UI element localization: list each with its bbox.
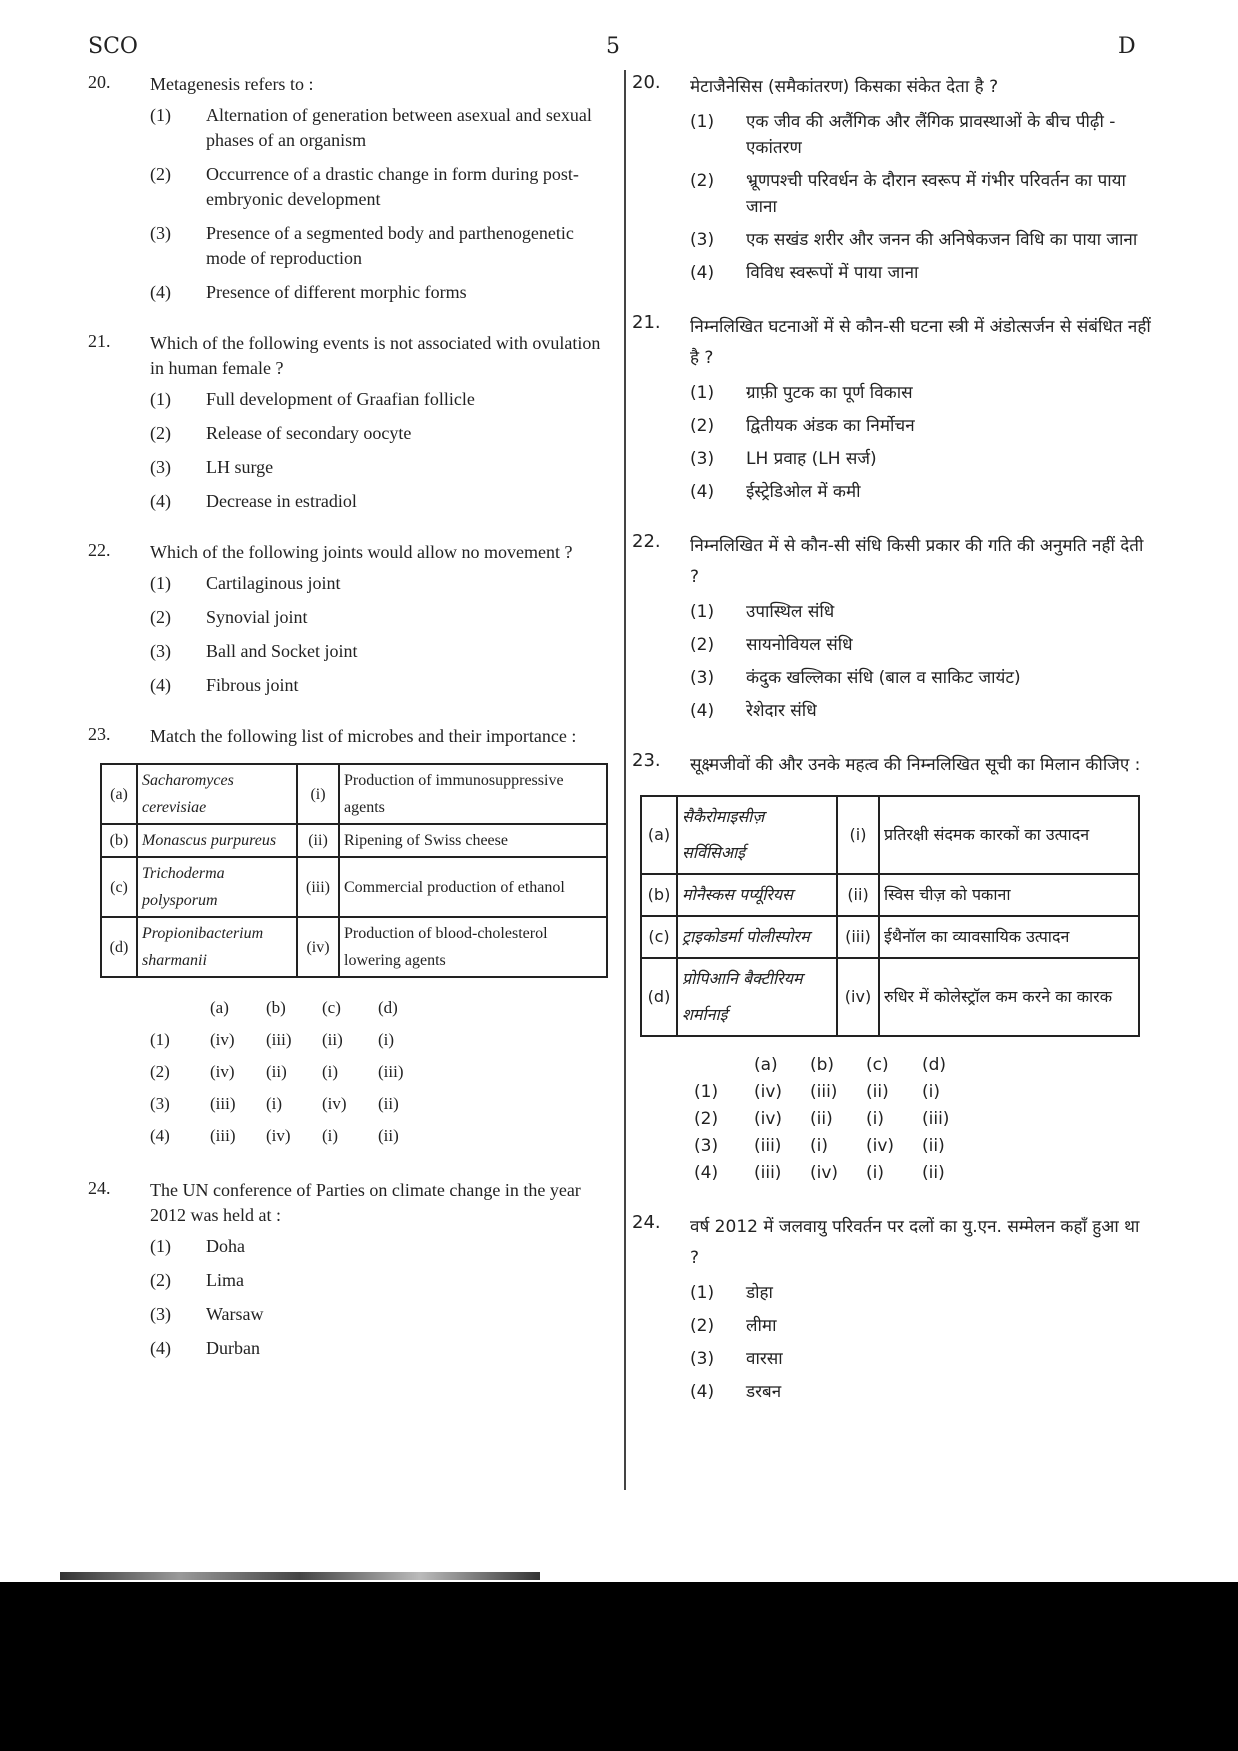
- importance-text: Commercial production of ethanol: [339, 857, 607, 917]
- option-text: Occurrence of a drastic change in form during post-embryonic development: [206, 164, 579, 209]
- question-number: 21.: [632, 312, 661, 333]
- answer-header-cell: (c): [322, 998, 341, 1017]
- option[interactable]: [150, 387, 608, 412]
- question-number: 22.: [632, 531, 661, 552]
- question: [88, 72, 608, 305]
- answer-header-cell: (b): [266, 998, 286, 1017]
- option[interactable]: [150, 1302, 608, 1327]
- option-text: कंदुक खल्लिका संधि (बाल व साकिट जायंट): [746, 668, 1021, 688]
- answer-grid: [694, 1051, 1152, 1186]
- row-roman: (i): [837, 796, 879, 874]
- question: [632, 531, 1152, 724]
- row-roman: (iv): [837, 958, 879, 1036]
- answer-header: [694, 1051, 1152, 1078]
- answer-cell: (iii): [754, 1135, 782, 1156]
- microbe-name: मोनैस्कस पर्प्यूरियस: [677, 874, 837, 916]
- option-text: Alternation of generation between asexual and sexual phases of an organism: [206, 105, 592, 150]
- answer-cell: (ii): [322, 1030, 343, 1049]
- scan-artifact: [60, 1572, 540, 1580]
- option-number: (4): [150, 675, 171, 695]
- answer-header-cell: (d): [378, 998, 398, 1017]
- option-number: (4): [690, 263, 715, 283]
- question-text: वर्ष 2012 में जलवायु परिवर्तन पर दलों का यु.एन. सम्मेलन कहाँ हुआ था ?: [690, 1217, 1140, 1268]
- answer-option[interactable]: [150, 1056, 608, 1088]
- answer-grid: [150, 992, 608, 1152]
- row-roman: (iii): [837, 916, 879, 958]
- question-text: Metagenesis refers to :: [150, 74, 314, 94]
- question: [88, 724, 608, 1152]
- importance-text: प्रतिरक्षी संदमक कारकों का उत्पादन: [879, 796, 1139, 874]
- column-divider: [624, 70, 626, 1490]
- answer-cell: (iii): [810, 1081, 838, 1102]
- answer-cell: (ii): [378, 1126, 399, 1145]
- question: [632, 1212, 1152, 1405]
- microbe-name: Sacharomyces cerevisiae: [137, 764, 297, 824]
- question-text: मेटाजैनेसिस (समैकांतरण) किसका संकेत देता है ?: [690, 77, 999, 97]
- header-code: SCO: [88, 34, 138, 59]
- option-number: (2): [690, 635, 715, 655]
- answer-cell: (ii): [922, 1162, 945, 1183]
- option-text: Doha: [206, 1236, 245, 1256]
- match-row: [101, 824, 607, 857]
- option-number: (4): [690, 482, 715, 502]
- row-label: (b): [101, 824, 137, 857]
- option-number: (2): [690, 171, 715, 191]
- hindi-column: [632, 72, 1152, 1431]
- row-label: (b): [641, 874, 677, 916]
- option-text: LH surge: [206, 457, 274, 477]
- answer-cell: (iv): [322, 1094, 347, 1113]
- importance-text: Ripening of Swiss cheese: [339, 824, 607, 857]
- answer-cell: (iv): [754, 1108, 783, 1129]
- option[interactable]: [150, 280, 608, 305]
- microbe-name: Monascus purpureus: [137, 824, 297, 857]
- option-number: (1): [150, 389, 171, 409]
- option-number: (3): [690, 668, 715, 688]
- option-number: (2): [150, 607, 171, 627]
- question: [632, 750, 1152, 1186]
- option-text: एक जीव की अलैंगिक और लैंगिक प्रावस्थाओं के बीच पीढ़ी - एकांतरण: [746, 112, 1116, 158]
- match-row: [641, 958, 1139, 1036]
- option[interactable]: [690, 698, 1152, 724]
- answer-header-cell: (a): [754, 1054, 778, 1075]
- answer-cell: (i): [322, 1126, 339, 1145]
- option[interactable]: [150, 673, 608, 698]
- answer-header-cell: (b): [810, 1054, 835, 1075]
- row-label: (c): [641, 916, 677, 958]
- question-text: The UN conference of Parties on climate change in the year 2012 was held at :: [150, 1180, 581, 1225]
- answer-cell: (i): [922, 1081, 940, 1102]
- question-text: Match the following list of microbes and their importance :: [150, 726, 577, 746]
- option-text: Lima: [206, 1270, 244, 1290]
- option[interactable]: [150, 221, 608, 271]
- option-text: Release of secondary oocyte: [206, 423, 412, 443]
- answer-cell: (i): [266, 1094, 283, 1113]
- question-number: 23.: [88, 724, 111, 744]
- question-text: Which of the following events is not associated with ovulation in human female ?: [150, 333, 601, 378]
- option[interactable]: [150, 489, 608, 514]
- question-number: 20.: [632, 72, 661, 93]
- option-text: Cartilaginous joint: [206, 573, 341, 593]
- question: [88, 331, 608, 514]
- option[interactable]: [150, 162, 608, 212]
- option-number: (4): [690, 1382, 715, 1402]
- booklet-code: D: [1118, 34, 1136, 59]
- options-list: [150, 387, 608, 514]
- answer-cell: (ii): [378, 1094, 399, 1113]
- match-row: [641, 796, 1139, 874]
- answer-cell: (iii): [210, 1094, 236, 1113]
- row-label: (d): [101, 917, 137, 977]
- option-number: (1): [150, 1236, 171, 1256]
- answer-cell: (2): [150, 1062, 170, 1081]
- importance-text: Production of blood-cholesterol lowering agents: [339, 917, 607, 977]
- answer-cell: (iv): [866, 1135, 895, 1156]
- answer-cell: (i): [810, 1135, 828, 1156]
- answer-header-cell: (c): [866, 1054, 889, 1075]
- scan-black-bar: [0, 1582, 1238, 1751]
- option-text: डरबन: [746, 1382, 782, 1402]
- importance-text: ईथैनॉल का व्यावसायिक उत्पादन: [879, 916, 1139, 958]
- row-roman: (ii): [837, 874, 879, 916]
- option-text: Fibrous joint: [206, 675, 299, 695]
- answer-option[interactable]: [694, 1132, 1152, 1159]
- row-label: (c): [101, 857, 137, 917]
- answer-option[interactable]: [694, 1159, 1152, 1186]
- answer-cell: (iii): [754, 1162, 782, 1183]
- answer-cell: (iv): [210, 1062, 235, 1081]
- answer-cell: (iv): [210, 1030, 235, 1049]
- answer-cell: (ii): [810, 1108, 833, 1129]
- option-text: सायनोवियल संधि: [746, 635, 853, 655]
- option[interactable]: [690, 632, 1152, 658]
- option-text: विविध स्वरूपों में पाया जाना: [746, 263, 919, 283]
- option[interactable]: [690, 1280, 1152, 1306]
- option-number: (2): [150, 423, 171, 443]
- option[interactable]: [150, 421, 608, 446]
- english-column: [88, 72, 608, 1387]
- option-number: (4): [150, 282, 171, 302]
- option-number: (4): [690, 701, 715, 721]
- options-list: [150, 571, 608, 698]
- microbe-name: Propionibacterium sharmanii: [137, 917, 297, 977]
- question-number: 24.: [632, 1212, 661, 1233]
- question-number: 24.: [88, 1178, 111, 1198]
- answer-cell: (ii): [266, 1062, 287, 1081]
- match-table: [100, 763, 608, 978]
- row-label: (a): [101, 764, 137, 824]
- option-number: (2): [150, 1270, 171, 1290]
- match-table: [640, 795, 1140, 1037]
- option[interactable]: [690, 599, 1152, 625]
- importance-text: Production of immunosuppressive agents: [339, 764, 607, 824]
- row-roman: (iv): [297, 917, 339, 977]
- question: [88, 540, 608, 698]
- answer-cell: (iii): [378, 1062, 404, 1081]
- option-text: ग्राफ़ी पुटक का पूर्ण विकास: [746, 383, 913, 403]
- answer-cell: (1): [694, 1081, 719, 1102]
- answer-cell: (iii): [922, 1108, 950, 1129]
- option-number: (1): [690, 383, 715, 403]
- question-number: 20.: [88, 72, 111, 92]
- match-row: [641, 874, 1139, 916]
- option-number: (2): [150, 164, 171, 184]
- option-number: (1): [690, 602, 715, 622]
- answer-cell: (i): [866, 1108, 884, 1129]
- options-list: [690, 1280, 1152, 1405]
- microbe-name: Trichoderma polysporum: [137, 857, 297, 917]
- microbe-name: ट्राइकोडर्मा पोलीस्पोरम: [677, 916, 837, 958]
- option-text: लीमा: [746, 1316, 777, 1336]
- answer-cell: (3): [150, 1094, 170, 1113]
- option-text: Presence of a segmented body and parthenogenetic mode of reproduction: [206, 223, 574, 268]
- answer-header-cell: (a): [210, 998, 229, 1017]
- options-list: [150, 103, 608, 305]
- row-roman: (iii): [297, 857, 339, 917]
- option[interactable]: [690, 479, 1152, 505]
- option-text: Decrease in estradiol: [206, 491, 357, 511]
- option-text: Full development of Graafian follicle: [206, 389, 475, 409]
- option-number: (3): [150, 223, 171, 243]
- microbe-name: सैकैरोमाइसीज़ सर्विसिआई: [677, 796, 837, 874]
- option[interactable]: [150, 1234, 608, 1259]
- option-number: (1): [150, 573, 171, 593]
- option-text: वारसा: [746, 1349, 783, 1369]
- answer-option[interactable]: [150, 1088, 608, 1120]
- row-roman: (i): [297, 764, 339, 824]
- option-number: (3): [690, 230, 715, 250]
- option-number: (4): [150, 491, 171, 511]
- answer-cell: (3): [694, 1135, 719, 1156]
- answer-cell: (iii): [210, 1126, 236, 1145]
- option[interactable]: [150, 1336, 608, 1361]
- row-label: (a): [641, 796, 677, 874]
- question-number: 22.: [88, 540, 111, 560]
- option[interactable]: [150, 571, 608, 596]
- option[interactable]: [690, 413, 1152, 439]
- option-number: (2): [690, 416, 715, 436]
- answer-cell: (i): [378, 1030, 395, 1049]
- answer-cell: (4): [694, 1162, 719, 1183]
- option-text: ईस्ट्रेडिओल में कमी: [746, 482, 861, 502]
- answer-header: [150, 992, 608, 1024]
- question-text: निम्नलिखित में से कौन-सी संधि किसी प्रकार की गति की अनुमति नहीं देती ?: [690, 536, 1144, 587]
- option-text: रेशेदार संधि: [746, 701, 817, 721]
- answer-cell: (ii): [922, 1135, 945, 1156]
- option-text: Durban: [206, 1338, 260, 1358]
- option[interactable]: [690, 446, 1152, 472]
- option[interactable]: [150, 639, 608, 664]
- option-text: Ball and Socket joint: [206, 641, 358, 661]
- answer-cell: (iv): [810, 1162, 839, 1183]
- answer-option[interactable]: [694, 1078, 1152, 1105]
- answer-option[interactable]: [150, 1024, 608, 1056]
- option-text: उपास्थिल संधि: [746, 602, 835, 622]
- option[interactable]: [690, 380, 1152, 406]
- answer-cell: (i): [322, 1062, 339, 1081]
- option-number: (4): [150, 1338, 171, 1358]
- option-text: Warsaw: [206, 1304, 264, 1324]
- answer-cell: (iv): [754, 1081, 783, 1102]
- question-text: सूक्ष्मजीवों की और उनके महत्व की निम्नलिखित सूची का मिलान कीजिए :: [690, 755, 1141, 775]
- option[interactable]: [150, 605, 608, 630]
- options-list: [690, 109, 1152, 286]
- question-number: 23.: [632, 750, 661, 771]
- option[interactable]: [690, 665, 1152, 691]
- match-row: [101, 857, 607, 917]
- row-roman: (ii): [297, 824, 339, 857]
- option-text: LH प्रवाह (LH सर्ज): [746, 449, 877, 469]
- option[interactable]: [690, 1313, 1152, 1339]
- microbe-name: प्रोपिआनि बैक्टीरियम शर्मानाई: [677, 958, 837, 1036]
- option[interactable]: [690, 168, 1152, 220]
- question: [632, 72, 1152, 286]
- option-number: (2): [690, 1316, 715, 1336]
- question: [88, 1178, 608, 1361]
- options-list: [690, 380, 1152, 505]
- answer-cell: (ii): [866, 1081, 889, 1102]
- answer-cell: (4): [150, 1126, 170, 1145]
- option-number: (3): [150, 641, 171, 661]
- answer-cell: (i): [866, 1162, 884, 1183]
- answer-header-cell: (d): [922, 1054, 947, 1075]
- question: [632, 312, 1152, 505]
- option-number: (1): [150, 105, 171, 125]
- page-number: 5: [606, 34, 620, 59]
- option[interactable]: [690, 1346, 1152, 1372]
- options-list: [150, 1234, 608, 1361]
- answer-option[interactable]: [694, 1105, 1152, 1132]
- match-row: [101, 917, 607, 977]
- option-number: (3): [690, 1349, 715, 1369]
- importance-text: रुधिर में कोलेस्ट्रॉल कम करने का कारक: [879, 958, 1139, 1036]
- option-number: (1): [690, 112, 715, 132]
- option[interactable]: [150, 455, 608, 480]
- match-row: [641, 916, 1139, 958]
- answer-cell: (2): [694, 1108, 719, 1129]
- option[interactable]: [690, 260, 1152, 286]
- option[interactable]: [150, 103, 608, 153]
- answer-cell: (iii): [266, 1030, 292, 1049]
- option[interactable]: [690, 1379, 1152, 1405]
- option-text: एक सखंड शरीर और जनन की अनिषेकजन विधि का पाया जाना: [746, 230, 1138, 250]
- question-text: निम्नलिखित घटनाओं में से कौन-सी घटना स्त्री में अंडोत्सर्जन से संबंधित नहीं है ?: [690, 317, 1151, 368]
- option-number: (3): [150, 457, 171, 477]
- option-text: भ्रूणपश्ची परिवर्धन के दौरान स्वरूप में गंभीर परिवर्तन का पाया जाना: [746, 171, 1126, 217]
- option-number: (3): [690, 449, 715, 469]
- option-text: डोहा: [746, 1283, 773, 1303]
- options-list: [690, 599, 1152, 724]
- question-number: 21.: [88, 331, 111, 351]
- answer-option[interactable]: [150, 1120, 608, 1152]
- answer-cell: (iv): [266, 1126, 291, 1145]
- option-text: Synovial joint: [206, 607, 308, 627]
- row-label: (d): [641, 958, 677, 1036]
- option-number: (3): [150, 1304, 171, 1324]
- option-number: (1): [690, 1283, 715, 1303]
- question-text: Which of the following joints would allow no movement ?: [150, 542, 573, 562]
- answer-cell: (1): [150, 1030, 170, 1049]
- option-text: Presence of different morphic forms: [206, 282, 467, 302]
- importance-text: स्विस चीज़ को पकाना: [879, 874, 1139, 916]
- option[interactable]: [150, 1268, 608, 1293]
- option[interactable]: [690, 227, 1152, 253]
- option[interactable]: [690, 109, 1152, 161]
- option-text: द्वितीयक अंडक का निर्मोचन: [746, 416, 915, 436]
- match-row: [101, 764, 607, 824]
